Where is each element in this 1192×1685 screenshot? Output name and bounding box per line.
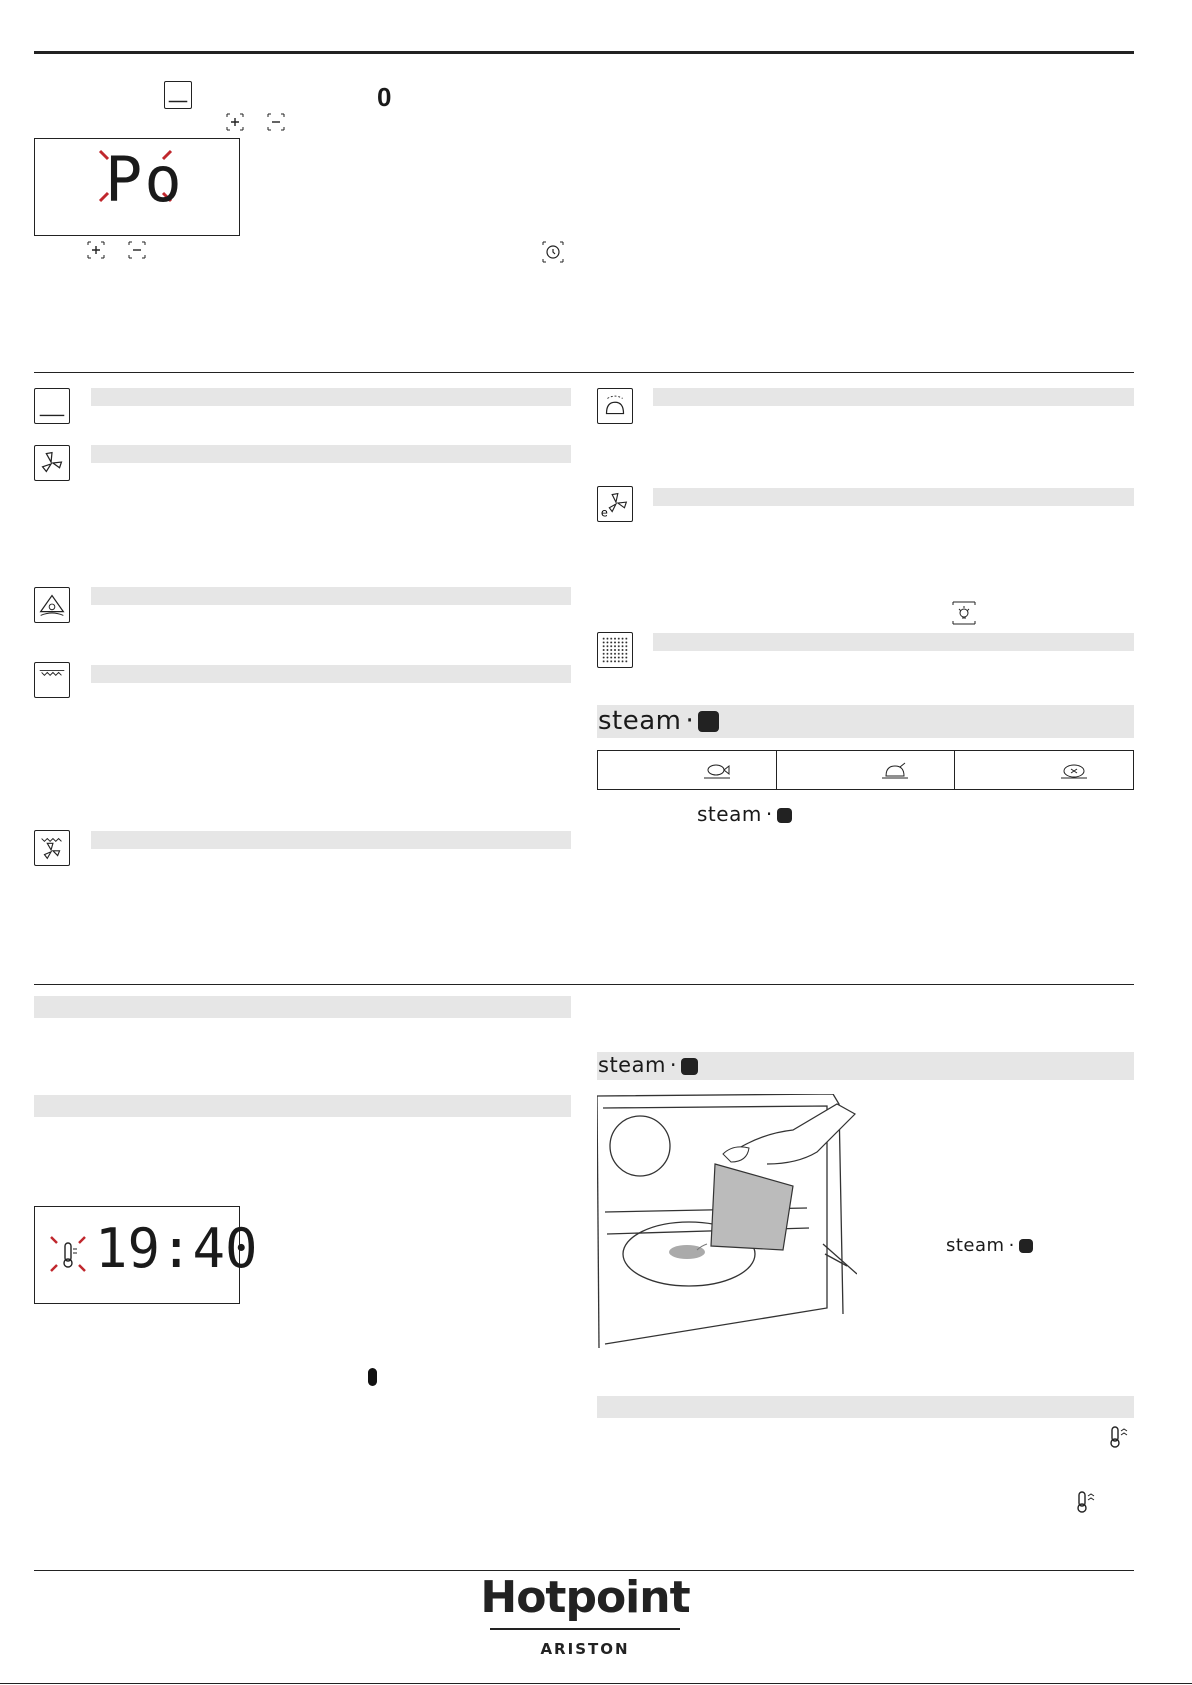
section-rule [34, 984, 1134, 985]
section-heading-bar [34, 996, 571, 1018]
oven-light-icon [952, 601, 976, 625]
zero-glyph: 0 [377, 82, 392, 112]
steam-hand-icon [698, 711, 719, 732]
steam-hand-icon [1019, 1239, 1033, 1253]
oven-water-pouring-illustration [597, 1094, 857, 1348]
steam-logo-text: steam [697, 802, 762, 826]
function-heading-bar [91, 587, 571, 605]
conventional-oven-icon [34, 388, 70, 424]
clock-icon [542, 241, 564, 263]
steam-recipe-table [597, 750, 1134, 790]
minus-button-icon [267, 113, 285, 131]
function-heading-bar [653, 633, 1134, 651]
conventional-oven-icon [164, 81, 192, 109]
table-cell-fish [598, 751, 777, 789]
svg-text:e: e [600, 505, 608, 520]
plus-button-icon [87, 241, 105, 259]
chicken-icon [880, 761, 910, 781]
function-heading-bar [653, 488, 1134, 506]
bread-icon [597, 388, 633, 424]
minus-button-icon [128, 241, 146, 259]
po-display [34, 138, 240, 236]
table-cell-dessert [955, 751, 1133, 789]
po-display-text: Po [105, 143, 184, 216]
low-temperature-icon [597, 632, 633, 668]
steam-logo: steam · [598, 706, 719, 736]
function-heading-bar [653, 388, 1134, 406]
steam-logo-text: steam [946, 1235, 1005, 1256]
section-rule [34, 372, 1134, 373]
thermometer-icon [1108, 1425, 1128, 1449]
steam-logo-inline: steam · [946, 1235, 1033, 1256]
steam-logo-inline: steam · [697, 802, 792, 826]
eco-fan-icon [597, 486, 633, 522]
section-heading-bar [597, 1396, 1134, 1418]
grill-icon [34, 662, 70, 698]
steam-hand-icon [777, 808, 792, 823]
brand-divider [490, 1628, 680, 1630]
function-heading-bar [91, 445, 571, 463]
section-heading-bar [34, 1095, 571, 1117]
function-heading-bar [91, 665, 571, 683]
footer-rule [34, 1570, 1134, 1571]
steam-logo-text: steam [598, 1053, 666, 1077]
function-heading-bar [91, 388, 571, 406]
thermometer-icon [1075, 1490, 1095, 1514]
table-cell-chicken [777, 751, 956, 789]
dessert-icon [1059, 761, 1089, 781]
top-rule [34, 51, 1134, 54]
knob-indicator [368, 1368, 377, 1386]
function-heading-bar [91, 831, 571, 849]
clock-display [34, 1206, 258, 1304]
fish-icon [702, 761, 732, 781]
brand-name: Hotpoint [480, 1572, 690, 1623]
brand-subtitle: ARISTON [540, 1640, 630, 1658]
page-bottom-rule [0, 1683, 1192, 1684]
steam-logo-text: steam [598, 706, 682, 736]
turbo-grill-icon [34, 830, 70, 866]
plus-button-icon [226, 113, 244, 131]
clock-display-text: 19:40 [95, 1217, 258, 1280]
brand-logo [470, 1572, 700, 1658]
fan-icon [34, 445, 70, 481]
pizza-icon [34, 587, 70, 623]
steam-hand-icon [681, 1058, 698, 1075]
steam-logo: steam · [598, 1053, 698, 1077]
